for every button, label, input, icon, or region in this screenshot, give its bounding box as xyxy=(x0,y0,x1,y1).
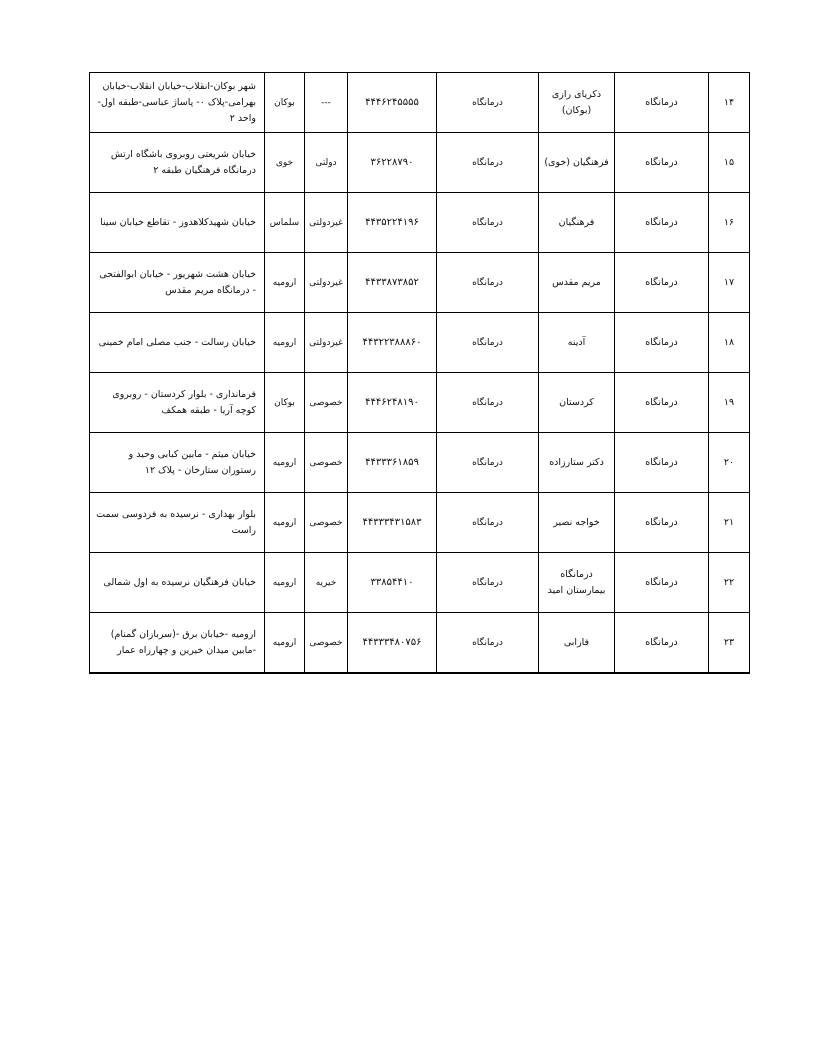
address-cell: بلوار بهداری - نرسیده به فردوسی سمت راست xyxy=(90,493,265,553)
address-cell: خیابان هشت شهریور - خیابان ابوالفتحی - درمانگاه مریم مقدس xyxy=(90,253,265,313)
row-number-cell: ۱۴ xyxy=(709,73,750,133)
center-name-cell: آدینه xyxy=(539,313,615,373)
category-cell: درمانگاه xyxy=(615,493,709,553)
center-type-cell: درمانگاه xyxy=(437,313,539,373)
clinics-table xyxy=(89,72,750,674)
row-number-cell: ۲۲ xyxy=(709,553,750,613)
table-row xyxy=(90,433,750,493)
address-cell: خیابان شریعتی روبروی باشگاه ارتش درمانگاه فرهنگیان طبقه ۲ xyxy=(90,133,265,193)
table-row xyxy=(90,193,750,253)
center-type-cell: درمانگاه xyxy=(437,613,539,674)
category-cell: درمانگاه xyxy=(615,373,709,433)
table-body xyxy=(90,73,750,674)
category-cell: درمانگاه xyxy=(615,313,709,373)
center-type-cell: درمانگاه xyxy=(437,133,539,193)
phone-cell: ۴۴۳۳۳۶۱۸۵۹ xyxy=(348,433,437,493)
ownership-cell: غیردولتی xyxy=(305,253,348,313)
address-cell: شهر بوکان-انقلاب-خیابان انقلاب-خیابان بهرامی-پلاک ۰- پاساژ عباسی-طبقه اول-واحد ۲ xyxy=(90,73,265,133)
city-cell: ارومیه xyxy=(265,433,305,493)
category-cell: درمانگاه xyxy=(615,613,709,674)
center-type-cell: درمانگاه xyxy=(437,553,539,613)
city-cell: بوکان xyxy=(265,373,305,433)
category-cell: درمانگاه xyxy=(615,553,709,613)
center-name-cell: ذکریای رازی (بوکان) xyxy=(539,73,615,133)
row-number-cell: ۲۱ xyxy=(709,493,750,553)
address-cell: خیابان میثم - مابین کبابی وحید و رستوران ستارخان - پلاک ۱۲ xyxy=(90,433,265,493)
ownership-cell: خصوصی xyxy=(305,433,348,493)
ownership-cell: غیردولتی xyxy=(305,193,348,253)
city-cell: ارومیه xyxy=(265,613,305,674)
category-cell: درمانگاه xyxy=(615,253,709,313)
center-name-cell: درمانگاه بیمارستان امید xyxy=(539,553,615,613)
table-row xyxy=(90,313,750,373)
category-cell: درمانگاه xyxy=(615,73,709,133)
center-type-cell: درمانگاه xyxy=(437,493,539,553)
ownership-cell: خیریه xyxy=(305,553,348,613)
center-name-cell: فارابی xyxy=(539,613,615,674)
ownership-cell: خصوصی xyxy=(305,613,348,674)
row-number-cell: ۲۳ xyxy=(709,613,750,674)
ownership-cell: خصوصی xyxy=(305,493,348,553)
category-cell: درمانگاه xyxy=(615,133,709,193)
center-type-cell: درمانگاه xyxy=(437,253,539,313)
row-number-cell: ۱۹ xyxy=(709,373,750,433)
ownership-cell: دولتی xyxy=(305,133,348,193)
phone-cell: ۴۴۳۲۲۳۸۸۸۶۰ xyxy=(348,313,437,373)
center-name-cell: دکتر ستارزاده xyxy=(539,433,615,493)
center-name-cell: فرهنگیان xyxy=(539,193,615,253)
ownership-cell: --- xyxy=(305,73,348,133)
table-row xyxy=(90,73,750,133)
phone-cell: ۴۴۴۶۲۴۵۵۵۵ xyxy=(348,73,437,133)
center-type-cell: درمانگاه xyxy=(437,373,539,433)
row-number-cell: ۱۸ xyxy=(709,313,750,373)
table-row xyxy=(90,373,750,433)
city-cell: ارومیه xyxy=(265,553,305,613)
table-row xyxy=(90,613,750,674)
row-number-cell: ۲۰ xyxy=(709,433,750,493)
center-name-cell: کردستان xyxy=(539,373,615,433)
city-cell: ارومیه xyxy=(265,493,305,553)
center-name-cell: خواجه نصیر xyxy=(539,493,615,553)
row-number-cell: ۱۷ xyxy=(709,253,750,313)
table-row xyxy=(90,553,750,613)
address-cell: فرمانداری - بلوار کردستان - روبروی کوچه آریا - طبقه همکف xyxy=(90,373,265,433)
center-name-cell: فرهنگیان (خوی) xyxy=(539,133,615,193)
center-type-cell: درمانگاه xyxy=(437,193,539,253)
address-cell: ارومیه -خیابان برق -(سربازان گمنام) -مابین میدان خیرین و چهارراه عمار xyxy=(90,613,265,674)
address-cell: خیابان رسالت - جنب مصلی امام خمینی xyxy=(90,313,265,373)
category-cell: درمانگاه xyxy=(615,433,709,493)
phone-cell: ۴۴۳۳۳۴۳۱۵۸۳ xyxy=(348,493,437,553)
ownership-cell: خصوصی xyxy=(305,373,348,433)
city-cell: بوکان xyxy=(265,73,305,133)
row-number-cell: ۱۶ xyxy=(709,193,750,253)
table-row xyxy=(90,253,750,313)
table-row xyxy=(90,133,750,193)
ownership-cell: غیردولتی xyxy=(305,313,348,373)
center-type-cell: درمانگاه xyxy=(437,73,539,133)
city-cell: خوی xyxy=(265,133,305,193)
city-cell: ارومیه xyxy=(265,253,305,313)
phone-cell: ۳۶۲۲۸۷۹۰ xyxy=(348,133,437,193)
phone-cell: ۴۴۳۳۳۴۸۰۷۵۶ xyxy=(348,613,437,674)
address-cell: خیابان فرهنگیان نرسیده به اول شمالی xyxy=(90,553,265,613)
phone-cell: ۴۴۳۳۸۷۳۸۵۲ xyxy=(348,253,437,313)
phone-cell: ۴۴۴۶۲۴۸۱۹۰ xyxy=(348,373,437,433)
table-row xyxy=(90,493,750,553)
row-number-cell: ۱۵ xyxy=(709,133,750,193)
phone-cell: ۳۳۸۵۴۴۱۰ xyxy=(348,553,437,613)
city-cell: ارومیه xyxy=(265,313,305,373)
center-name-cell: مریم مقدس xyxy=(539,253,615,313)
center-type-cell: درمانگاه xyxy=(437,433,539,493)
phone-cell: ۴۴۳۵۲۲۴۱۹۶ xyxy=(348,193,437,253)
address-cell: خیابان شهیدکلاهدوز - تقاطع خیابان سینا xyxy=(90,193,265,253)
category-cell: درمانگاه xyxy=(615,193,709,253)
city-cell: سلماس xyxy=(265,193,305,253)
